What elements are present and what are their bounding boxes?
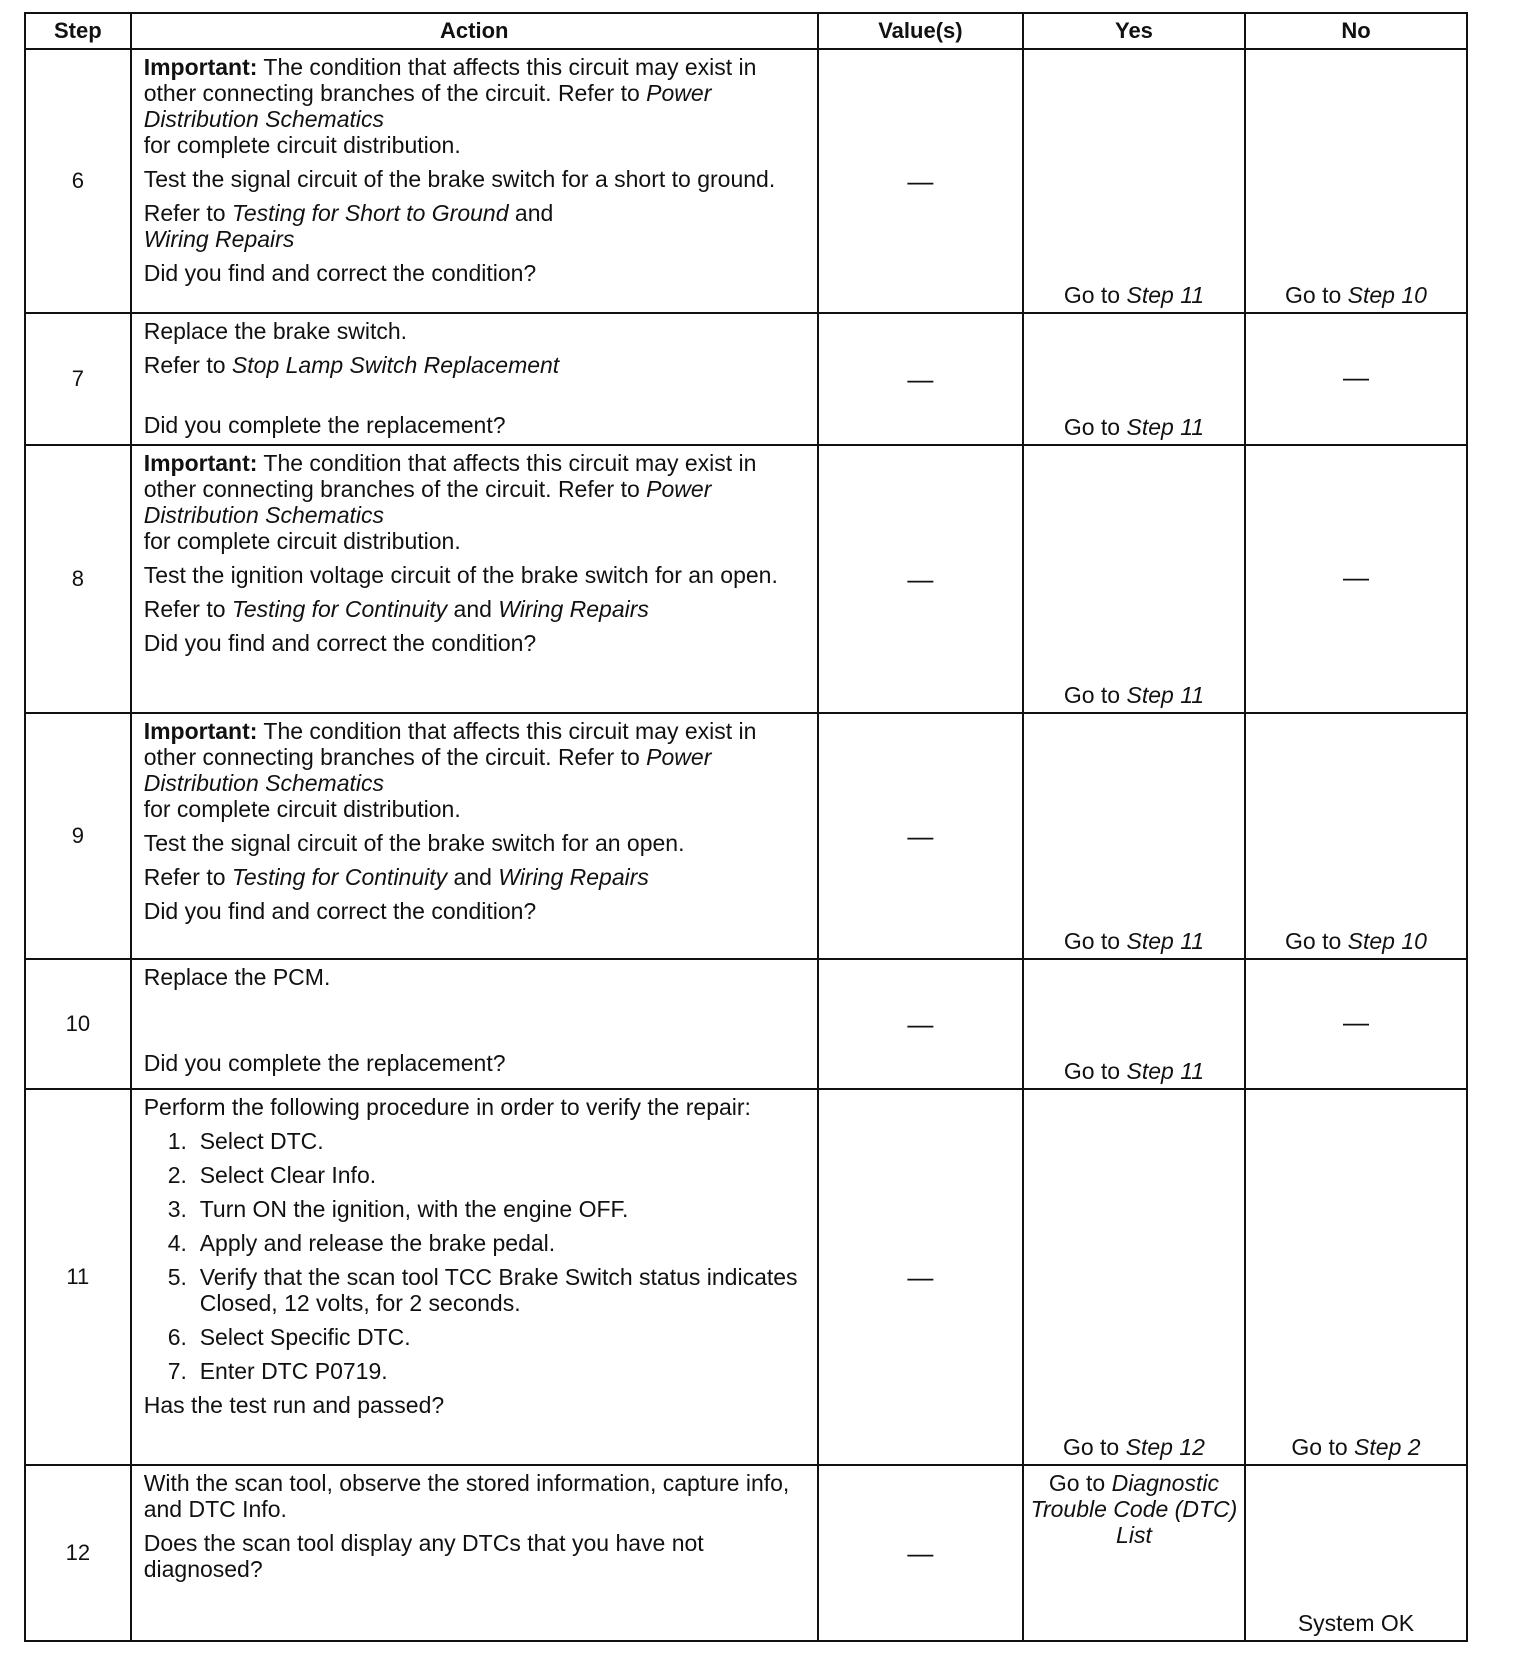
reference-line — [144, 352, 807, 378]
important-note — [144, 450, 807, 554]
value-cell: — — [818, 713, 1023, 959]
list-item — [168, 1196, 807, 1222]
item-text: Apply and release the brake pedal. — [199, 1230, 556, 1256]
instruction-text: With the scan tool, observe the stored information, capture info, and DTC Info. — [143, 1470, 790, 1522]
yes-step-link: Step 11 — [1126, 682, 1205, 708]
action-cell — [131, 1465, 818, 1641]
refer-to-text: Refer to — [143, 864, 226, 890]
ref-testing-continuity: Testing for Continuity — [231, 864, 448, 890]
yes-cell — [1023, 959, 1245, 1089]
item-number: 4. — [167, 1230, 187, 1256]
action-cell — [131, 1089, 818, 1465]
no-cell — [1245, 713, 1467, 959]
reference-line — [144, 596, 807, 622]
no-step-link: Step 10 — [1347, 282, 1427, 308]
ref-wiring-repairs: Wiring Repairs — [143, 226, 295, 252]
no-cell — [1245, 49, 1467, 313]
item-number: 2. — [167, 1162, 187, 1188]
ref-power-distribution: Power Distribution Schematics — [143, 80, 712, 132]
table-row-step-8 — [25, 445, 1467, 713]
question-text: Did you find and correct the condition? — [143, 260, 537, 286]
test-instruction: Test the signal circuit of the brake switch for a short to ground. — [143, 166, 776, 192]
yes-cell — [1023, 1465, 1245, 1641]
question-text: Did you complete the replacement? — [143, 412, 506, 438]
go-to-text: Go to — [1063, 282, 1121, 308]
important-text: The condition that affects this circuit may exist in other connecting branches of the circuit. Refer to — [143, 718, 757, 770]
step-number: 10 — [25, 959, 131, 1089]
table-row-step-11 — [25, 1089, 1467, 1465]
procedure-intro: Perform the following procedure in order to verify the repair: — [143, 1094, 751, 1120]
step-number: 6 — [25, 49, 131, 313]
complete-distribution-text: for complete circuit distribution. — [143, 796, 461, 822]
list-item — [168, 1264, 807, 1316]
go-to-text: Go to — [1048, 1470, 1106, 1496]
value-cell: — — [818, 445, 1023, 713]
important-label: Important: — [143, 718, 258, 744]
value-cell: — — [818, 313, 1023, 445]
complete-distribution-text: for complete circuit distribution. — [143, 132, 461, 158]
no-step-link: Step 10 — [1347, 928, 1427, 954]
test-instruction: Test the signal circuit of the brake switch for an open. — [143, 830, 685, 856]
diagnostic-table — [24, 12, 1468, 1642]
procedure-list — [144, 1128, 807, 1384]
action-cell — [131, 713, 818, 959]
table-row-step-9 — [25, 713, 1467, 959]
yes-dtc-list-link: Diagnostic Trouble Code (DTC) List — [1030, 1470, 1238, 1548]
no-step-link: Step 2 — [1354, 1434, 1421, 1460]
and-text: and — [453, 864, 492, 890]
important-label: Important: — [143, 450, 258, 476]
ref-wiring-repairs: Wiring Repairs — [498, 596, 649, 622]
yes-step-link: Step 11 — [1126, 928, 1205, 954]
question-text: Has the test run and passed? — [143, 1392, 445, 1418]
step-number: 11 — [25, 1089, 131, 1465]
step-number: 8 — [25, 445, 131, 713]
item-text: Select DTC. — [199, 1128, 324, 1154]
value-cell: — — [818, 959, 1023, 1089]
item-text: Verify that the scan tool TCC Brake Switch status indicates Closed, 12 volts, for 2 seconds. — [199, 1264, 798, 1316]
item-number: 3. — [167, 1196, 187, 1222]
item-number: 7. — [167, 1358, 187, 1384]
yes-step-link: Step 11 — [1126, 414, 1205, 440]
go-to-text: Go to — [1285, 928, 1342, 954]
action-cell — [131, 49, 818, 313]
no-cell: — — [1245, 313, 1467, 445]
refer-to-text: Refer to — [143, 200, 226, 226]
go-to-text: Go to — [1063, 1058, 1121, 1084]
ref-wiring-repairs: Wiring Repairs — [498, 864, 649, 890]
table-row-step-7 — [25, 313, 1467, 445]
reference-line — [144, 864, 807, 890]
yes-step-link: Step 11 — [1126, 282, 1205, 308]
ref-testing-continuity: Testing for Continuity — [231, 596, 448, 622]
no-cell: System OK — [1245, 1465, 1467, 1641]
yes-cell — [1023, 313, 1245, 445]
and-text: and — [514, 200, 554, 226]
question-text: Did you complete the replacement? — [143, 1050, 506, 1076]
important-label: Important: — [143, 54, 258, 80]
important-note — [144, 718, 807, 822]
value-cell: — — [818, 49, 1023, 313]
item-text: Select Clear Info. — [199, 1162, 377, 1188]
ref-power-distribution: Power Distribution Schematics — [143, 476, 712, 528]
refer-to-text: Refer to — [143, 596, 226, 622]
header-yes: Yes — [1023, 13, 1245, 49]
table-row-step-12 — [25, 1465, 1467, 1641]
go-to-text: Go to — [1285, 282, 1342, 308]
and-text: and — [453, 596, 492, 622]
value-cell: — — [818, 1465, 1023, 1641]
go-to-text: Go to — [1291, 1434, 1348, 1460]
go-to-text: Go to — [1063, 682, 1121, 708]
go-to-text: Go to — [1063, 414, 1121, 440]
list-item — [168, 1162, 807, 1188]
table-row-step-6 — [25, 49, 1467, 313]
item-text: Turn ON the ignition, with the engine OFF. — [199, 1196, 629, 1222]
table-row-step-10 — [25, 959, 1467, 1089]
table-header-row — [25, 13, 1467, 49]
item-number: 1. — [167, 1128, 187, 1154]
important-note — [144, 54, 807, 158]
item-number: 5. — [167, 1264, 187, 1290]
complete-distribution-text: for complete circuit distribution. — [143, 528, 461, 554]
refer-to-text: Refer to — [143, 352, 226, 378]
header-action: Action — [131, 13, 818, 49]
test-instruction: Test the ignition voltage circuit of the brake switch for an open. — [143, 562, 778, 588]
go-to-text: Go to — [1062, 1434, 1120, 1460]
action-cell — [131, 959, 818, 1089]
header-values: Value(s) — [818, 13, 1023, 49]
list-item — [168, 1128, 807, 1154]
instruction-text: Replace the PCM. — [143, 964, 331, 990]
no-cell: — — [1245, 959, 1467, 1089]
no-cell: — — [1245, 445, 1467, 713]
question-text: Does the scan tool display any DTCs that you have not diagnosed? — [143, 1530, 704, 1582]
step-number: 7 — [25, 313, 131, 445]
item-text: Select Specific DTC. — [199, 1324, 411, 1350]
header-no: No — [1245, 13, 1467, 49]
no-cell — [1245, 1089, 1467, 1465]
yes-step-link: Step 11 — [1126, 1058, 1205, 1084]
yes-cell — [1023, 1089, 1245, 1465]
action-cell — [131, 313, 818, 445]
ref-stop-lamp-switch: Stop Lamp Switch Replacement — [231, 352, 560, 378]
question-text: Did you find and correct the condition? — [143, 898, 537, 924]
yes-step-link: Step 12 — [1125, 1434, 1205, 1460]
yes-cell — [1023, 713, 1245, 959]
yes-cell — [1023, 445, 1245, 713]
important-text: The condition that affects this circuit may exist in other connecting branches of the circuit. Refer to — [143, 450, 757, 502]
list-item — [168, 1324, 807, 1350]
instruction-text: Replace the brake switch. — [143, 318, 408, 344]
important-text: The condition that affects this circuit may exist in other connecting branches of the circuit. Refer to — [143, 54, 757, 106]
ref-power-distribution: Power Distribution Schematics — [143, 744, 712, 796]
ref-short-to-ground: Testing for Short to Ground — [231, 200, 509, 226]
item-number: 6. — [167, 1324, 187, 1350]
list-item — [168, 1358, 807, 1384]
header-step: Step — [25, 13, 131, 49]
go-to-text: Go to — [1063, 928, 1121, 954]
reference-line — [144, 200, 807, 252]
value-cell: — — [818, 1089, 1023, 1465]
action-cell — [131, 445, 818, 713]
step-number: 9 — [25, 713, 131, 959]
list-item — [168, 1230, 807, 1256]
question-text: Did you find and correct the condition? — [143, 630, 537, 656]
step-number: 12 — [25, 1465, 131, 1641]
yes-cell — [1023, 49, 1245, 313]
item-text: Enter DTC P0719. — [199, 1358, 388, 1384]
